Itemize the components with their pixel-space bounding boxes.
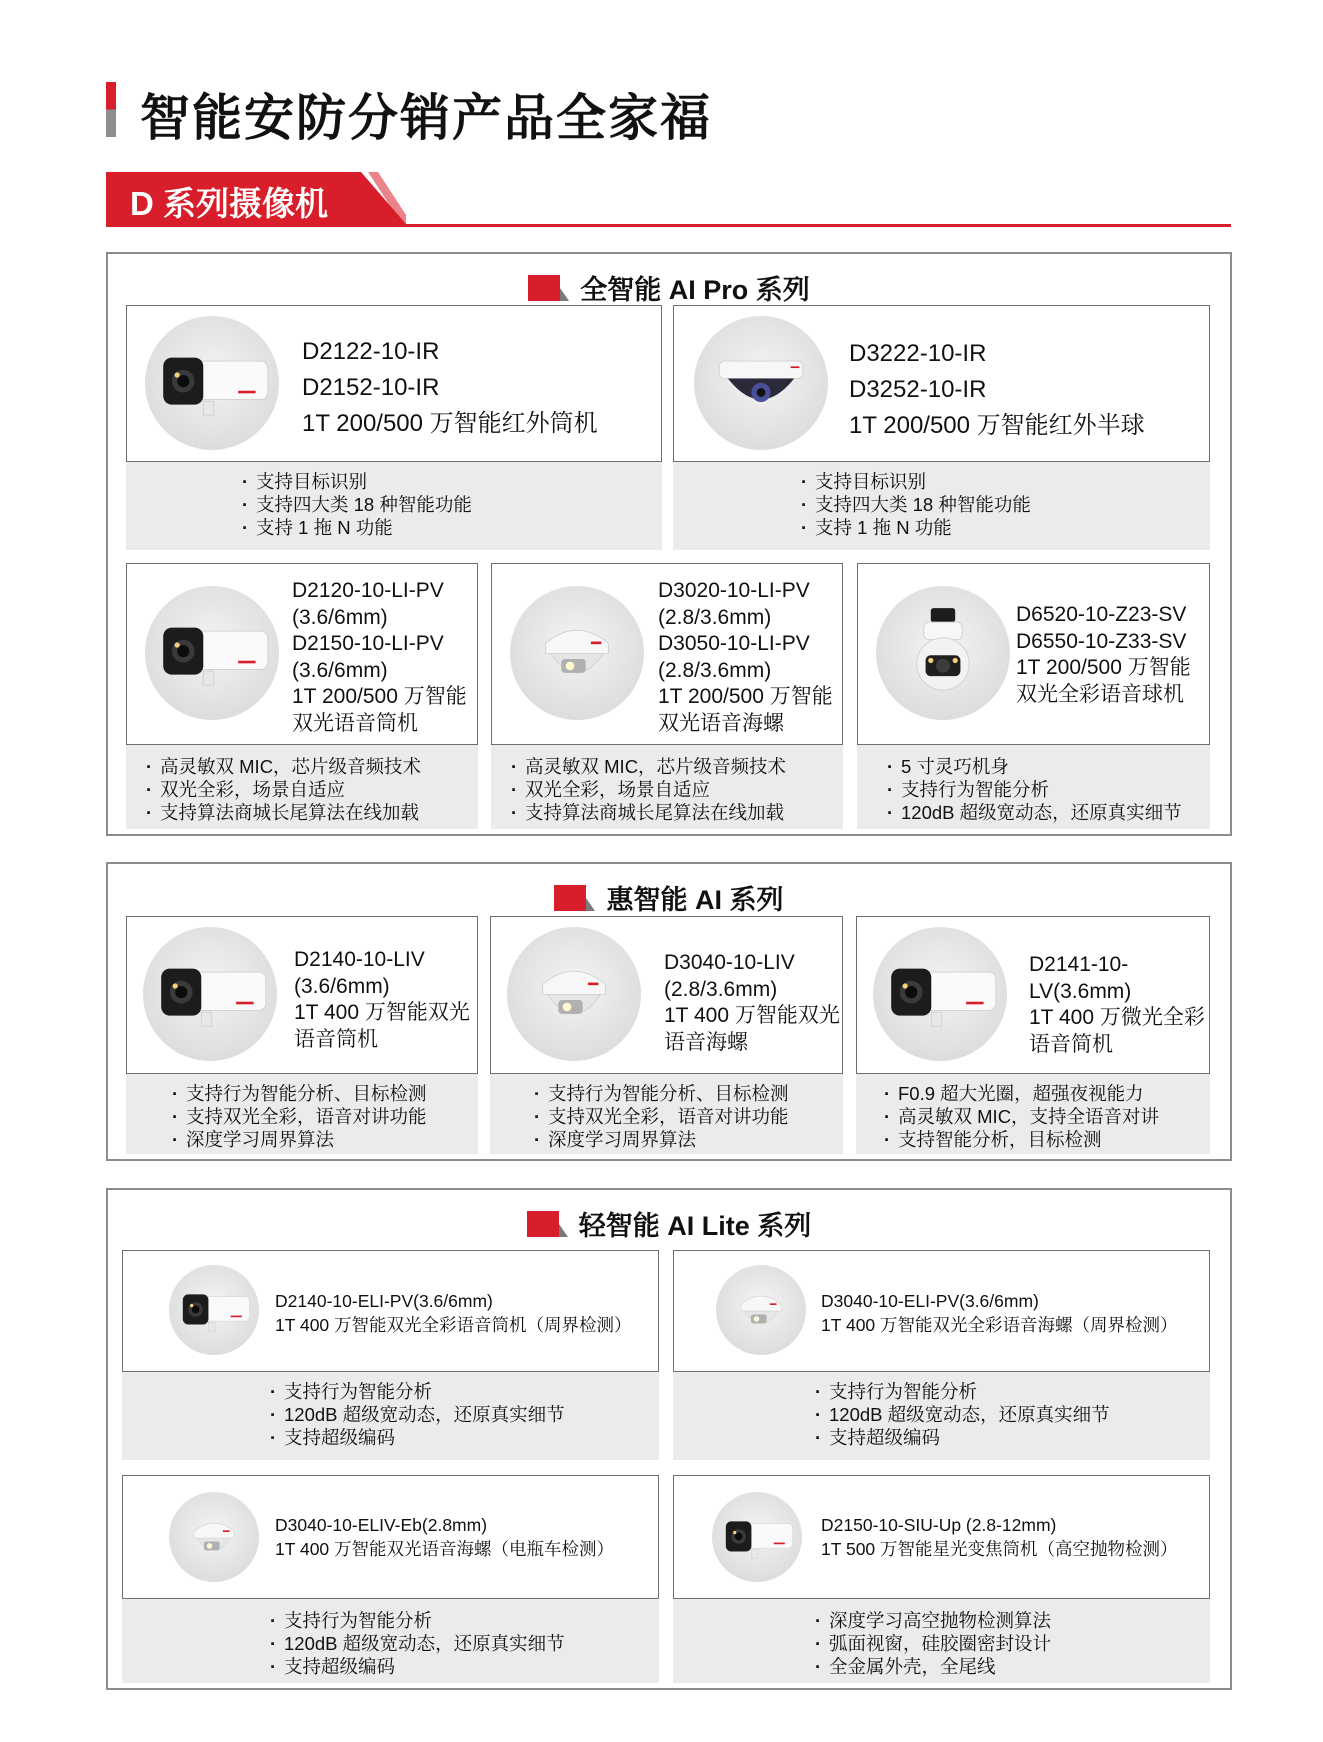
feature-item: · 支持行为智能分析、目标检测 [534,1082,843,1105]
feature-item: · 深度学习高空抛物检测算法 [815,1609,1210,1632]
product-card [856,916,1210,1074]
product-desc: 1T 200/500 万智能 [292,685,467,708]
section-mark-icon [528,275,568,301]
product-model: D3020-10-LI-PV [658,579,810,602]
product-desc: 1T 400 万智能双光全彩语音海螺（周界检测） [821,1315,1178,1335]
product-desc: 1T 400 万智能双光全彩语音筒机（周界检测） [275,1315,632,1335]
product-lens: (3.6/6mm) [292,605,388,629]
feature-item: · 支持超级编码 [270,1426,659,1449]
product-desc: 双光语音筒机 [292,711,418,735]
feature-item: · 高灵敏双 MIC，芯片级音频技术 [511,755,843,778]
product-card [122,1475,659,1599]
feature-item: · 支持行为智能分析 [270,1380,659,1403]
product-card [126,305,662,462]
section-title: 轻智能 AI Lite 系列 [578,1211,812,1241]
product-text [275,1513,614,1561]
product-lens: (2.8/3.6mm) [658,605,772,629]
product-model: D3252-10-IR [849,376,987,403]
product-features [673,462,1210,550]
feature-item: · 支持目标识别 [801,470,1210,493]
product-desc: 1T 200/500 万智能红外筒机 [302,410,598,437]
turret-camera-icon [507,927,641,1061]
feature-item: · 支持目标识别 [242,470,662,493]
feature-item: · 支持双光全彩，语音对讲功能 [172,1105,478,1128]
product-model: D3040-10-LIV [664,951,795,974]
product-text [664,950,840,1056]
product-model: D2141-10- [1029,953,1129,976]
product-desc: 1T 400 万智能双光 [294,1001,470,1024]
product-features [122,1372,659,1460]
product-desc: 1T 200/500 万智能红外半球 [849,412,1145,439]
bullet-camera-icon [873,927,1007,1061]
product-model: D2140-10-ELI-PV(3.6/6mm) [275,1291,493,1311]
feature-item: · 深度学习周界算法 [534,1128,843,1151]
product-desc: 双光语音海螺 [658,711,784,735]
product-desc: 语音筒机 [294,1027,378,1051]
product-model: D3222-10-IR [849,340,987,367]
feature-item: · 支持行为智能分析、目标检测 [172,1082,478,1105]
product-text [1016,602,1191,708]
product-card [126,916,478,1074]
product-lens: LV(3.6mm) [1029,979,1132,1003]
turret-camera-icon [510,586,644,720]
feature-item: · 支持行为智能分析 [270,1609,659,1632]
bullet-camera-icon [145,586,279,720]
feature-item: · 深度学习周界算法 [172,1128,478,1151]
feature-item: · 弧面视窗，硅胶圈密封设计 [815,1632,1210,1655]
product-desc: 1T 400 万微光全彩 [1029,1006,1205,1029]
feature-item: · 支持双光全彩，语音对讲功能 [534,1105,843,1128]
product-features [122,1599,659,1683]
section-mark-icon [527,1211,567,1237]
product-card [122,1250,659,1372]
product-desc: 1T 500 万智能星光变焦筒机（高空抛物检测） [821,1539,1178,1559]
bullet-camera-icon [712,1492,802,1582]
product-model: D2140-10-LIV [294,948,425,971]
product-lens: (2.8/3.6mm) [664,977,778,1001]
product-desc: 1T 400 万智能双光语音海螺（电瓶车检测） [275,1539,615,1559]
dome-camera-icon [694,316,828,450]
feature-item: · 支持 1 拖 N 功能 [242,516,662,539]
product-model: D2122-10-IR [302,338,440,365]
product-desc: 1T 400 万智能双光 [664,1004,840,1027]
feature-item: · 高灵敏双 MIC，芯片级音频技术 [146,755,478,778]
product-card [490,916,843,1074]
product-lens: (3.6/6mm) [292,658,388,682]
product-desc: 双光全彩语音球机 [1016,682,1184,706]
section-ai-pro-header [108,268,1230,307]
feature-item: · 支持算法商城长尾算法在线加载 [511,801,843,824]
feature-item: · 支持超级编码 [815,1426,1210,1449]
turret-camera-icon [716,1265,806,1355]
feature-item: · 全金属外壳，全尾线 [815,1655,1210,1678]
section-ai-lite-header [108,1204,1230,1243]
page-title: 智能安防分销产品全家福 [140,90,712,146]
feature-item: · 双光全彩，场景自适应 [146,778,478,801]
product-features [491,745,843,829]
banner-underline [106,224,1231,227]
product-text [292,578,467,737]
feature-item: · 双光全彩，场景自适应 [511,778,843,801]
feature-item: · 120dB 超级宽动态，还原真实细节 [270,1403,659,1426]
bullet-camera-icon [169,1265,259,1355]
product-model: D3050-10-LI-PV [658,632,810,655]
feature-item: · 120dB 超级宽动态，还原真实细节 [270,1632,659,1655]
product-card [673,1250,1210,1372]
product-features [673,1372,1210,1460]
product-features [673,1599,1210,1683]
product-text [1029,952,1205,1058]
feature-item: · 支持行为智能分析 [815,1380,1210,1403]
feature-item: · 支持 1 拖 N 功能 [801,516,1210,539]
product-features [856,1074,1210,1154]
product-model: D2120-10-LI-PV [292,579,444,602]
product-text [275,1289,632,1337]
feature-item: · 支持超级编码 [270,1655,659,1678]
product-model: D2152-10-IR [302,374,440,401]
product-text [658,578,833,737]
feature-item: · 支持行为智能分析 [887,778,1210,801]
product-features [490,1074,843,1154]
product-model: D2150-10-SIU-Up (2.8-12mm) [821,1515,1057,1535]
product-model: D6550-10-Z33-SV [1016,629,1187,653]
feature-item: · 支持四大类 18 种智能功能 [242,493,662,516]
product-text [821,1513,1178,1561]
product-card [857,563,1210,745]
section-ai-header [108,878,1230,917]
turret-camera-icon [169,1492,259,1582]
feature-item: · 高灵敏双 MIC，支持全语音对讲 [884,1105,1210,1128]
product-features [126,1074,478,1154]
feature-item: · 支持智能分析，目标检测 [884,1128,1210,1151]
feature-item: · 120dB 超级宽动态，还原真实细节 [887,801,1210,824]
product-model: D3040-10-ELI-PV(3.6/6mm) [821,1291,1039,1311]
product-card [673,305,1210,462]
product-lens: (2.8/3.6mm) [658,658,772,682]
series-banner-title: D 系列摄像机 [130,185,328,222]
feature-item: · F0.9 超大光圈，超强夜视能力 [884,1082,1210,1105]
product-text [302,334,598,442]
product-model: D3040-10-ELIV-Eb(2.8mm) [275,1515,488,1535]
product-card [491,563,843,745]
feature-item: · 支持四大类 18 种智能功能 [801,493,1210,516]
product-text [849,336,1145,444]
feature-item: · 5 寸灵巧机身 [887,755,1210,778]
ptz-camera-icon [876,586,1010,720]
product-desc: 语音简机 [1029,1032,1113,1056]
product-model: D2150-10-LI-PV [292,632,444,655]
section-title: 全智能 AI Pro 系列 [580,275,810,305]
product-desc: 1T 200/500 万智能 [1016,656,1191,679]
section-mark-icon [554,885,594,911]
title-accent-bar [106,82,116,137]
product-desc: 1T 200/500 万智能 [658,685,833,708]
bullet-camera-icon [143,927,277,1061]
product-features [126,462,662,550]
product-desc: 语音海螺 [664,1030,748,1054]
product-card [673,1475,1210,1599]
product-model: D6520-10-Z23-SV [1016,603,1187,626]
product-lens: (3.6/6mm) [294,974,390,998]
product-card [126,563,478,745]
product-features [126,745,478,829]
feature-item: · 120dB 超级宽动态，还原真实细节 [815,1403,1210,1426]
section-title: 惠智能 AI 系列 [606,885,784,915]
product-text [821,1289,1178,1337]
bullet-camera-icon [145,316,279,450]
product-features [857,745,1210,829]
product-text [294,947,470,1053]
feature-item: · 支持算法商城长尾算法在线加载 [146,801,478,824]
